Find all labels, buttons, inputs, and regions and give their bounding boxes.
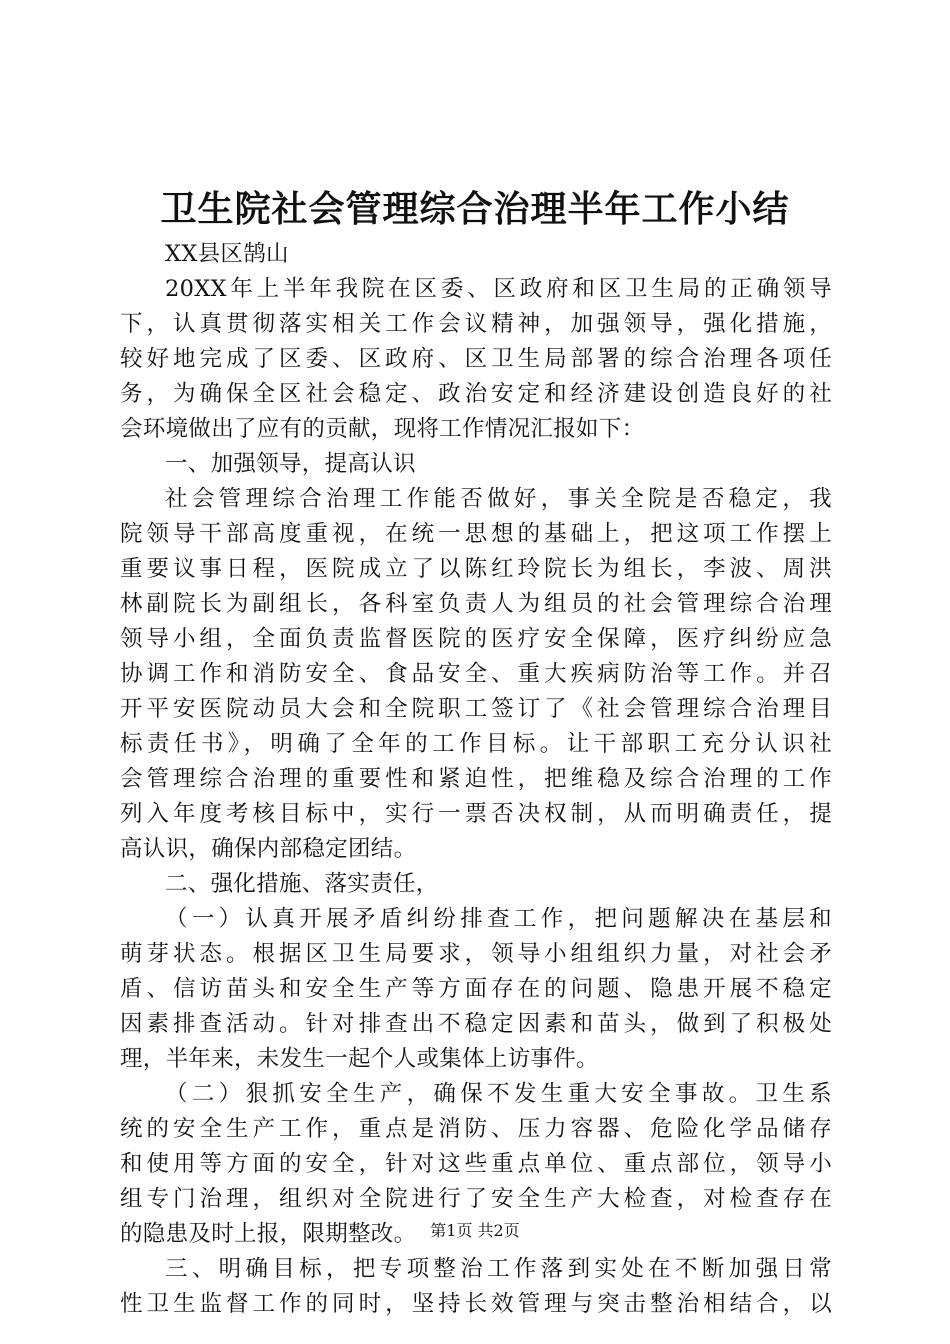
- body-line: 理，半年来，未发生一起个人或集体上访事件。: [120, 1046, 599, 1072]
- body-line: 较好地完成了区委、区政府、区卫生局部署的综合治理各项任: [120, 346, 832, 372]
- body-line: 标责任书》，明确了全年的工作目标。让干部职工充分认识社: [120, 731, 832, 757]
- body-line: 盾、信访苗头和安全生产等方面存在的问题、隐患开展不稳定: [120, 976, 832, 1002]
- body-line: 萌芽状态。根据区卫生局要求，领导小组组织力量，对社会矛: [120, 941, 832, 967]
- body-line: 会管理综合治理的重要性和紧迫性，把维稳及综合治理的工作: [120, 766, 832, 792]
- body-line: 的隐患及时上报，限期整改。: [120, 1221, 417, 1247]
- body-line: 重要议事日程，医院成立了以陈红玲院长为组长，李波、周洪: [120, 556, 832, 582]
- body-line: 列入年度考核目标中，实行一票否决权制，从而明确责任，提: [120, 801, 832, 827]
- body-line: 高认识，确保内部稳定团结。: [120, 836, 417, 862]
- body-line: 林副院长为副组长，各科室负责人为组员的社会管理综合治理: [120, 591, 832, 617]
- body-line: 协调工作和消防安全、食品安全、重大疾病防治等工作。并召: [120, 661, 832, 687]
- section-heading: 三、明确目标，把专项整治工作落到实处在不断加强日常: [165, 1256, 832, 1282]
- body-line: （一）认真开展矛盾纠纷排查工作，把问题解决在基层和: [165, 906, 832, 932]
- body-line: （二）狠抓安全生产，确保不发生重大安全事故。卫生系: [165, 1081, 832, 1107]
- body-line: 组专门治理，组织对全院进行了安全生产大检查，对检查存在: [120, 1186, 832, 1212]
- body-line: 20XX年上半年我院在区委、区政府和区卫生局的正确领导: [165, 276, 832, 302]
- body-line: 下，认真贯彻落实相关工作会议精神，加强领导，强化措施，: [120, 311, 832, 337]
- body-line: 社会管理综合治理工作能否做好，事关全院是否稳定，我: [165, 486, 832, 512]
- section-heading: 一、加强领导，提高认识: [165, 451, 416, 477]
- body-line: 性卫生监督工作的同时，坚持长效管理与突击整治相结合，以: [120, 1291, 832, 1317]
- body-line: 和使用等方面的安全，针对这些重点单位、重点部位，领导小: [120, 1151, 832, 1177]
- body-line: 务，为确保全区社会稳定、政治安定和经济建设创造良好的社: [120, 381, 832, 407]
- body-line: 领导小组，全面负责监督医院的医疗安全保障，医疗纠纷应急: [120, 626, 832, 652]
- body-line: 开平安医院动员大会和全院职工签订了《社会管理综合治理目: [120, 696, 832, 722]
- body-line: 统的安全生产工作，重点是消防、压力容器、危险化学品储存: [120, 1116, 832, 1142]
- document-title: 卫生院社会管理综合治理半年工作小结: [160, 188, 790, 230]
- body-line: 会环境做出了应有的贡献，现将工作情况汇报如下：: [120, 416, 645, 442]
- body-line: 因素排查活动。针对排查出不稳定因素和苗头，做到了积极处: [120, 1011, 832, 1037]
- author-line: XX县区鹄山: [165, 241, 289, 267]
- section-heading: 二、强化措施、落实责任，: [165, 871, 439, 897]
- body-line: 院领导干部高度重视，在统一思想的基础上，把这项工作摆上: [120, 521, 832, 547]
- page-footer: 第1页 共2页: [430, 1221, 520, 1240]
- document-body: [120, 237, 832, 1322]
